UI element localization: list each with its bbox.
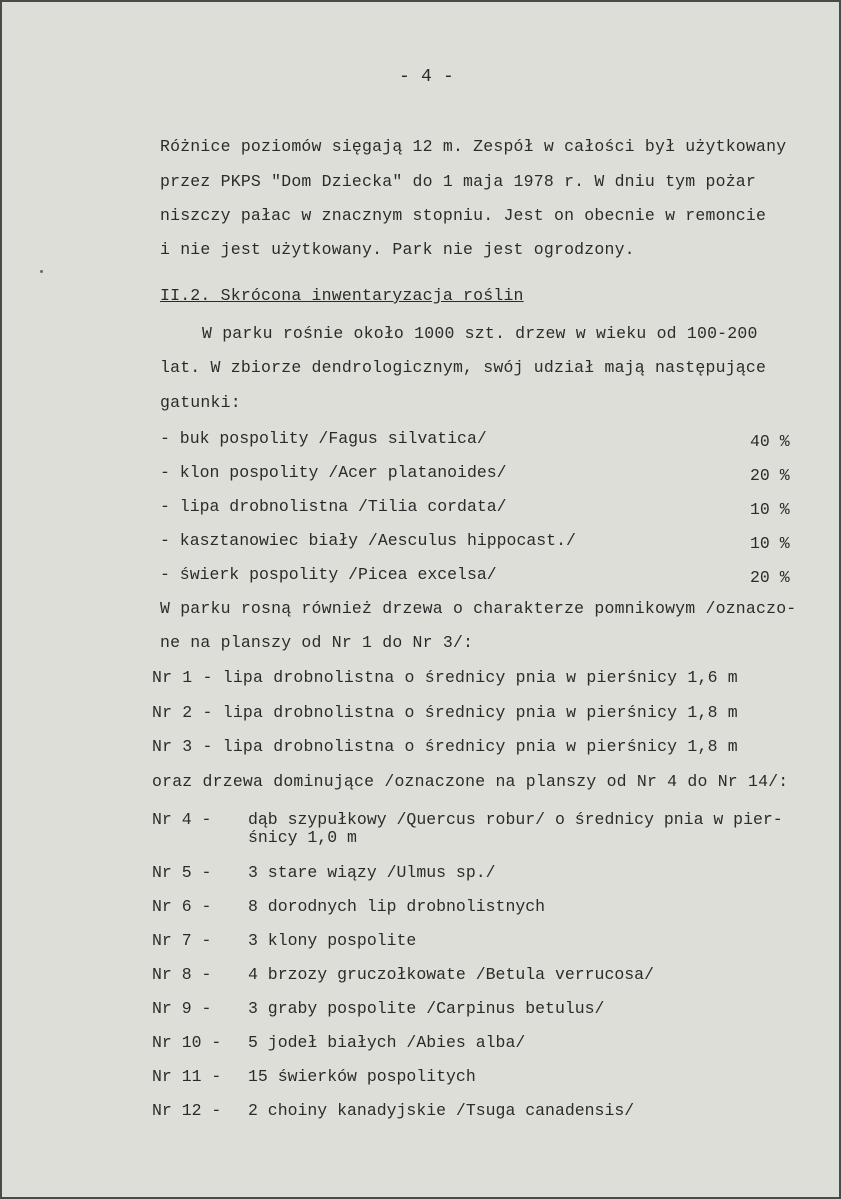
dominant-tree-12 <box>152 1101 634 1120</box>
species-percent: 40 % <box>750 432 790 451</box>
intro-line-2: przez PKPS "Dom Dziecka" do 1 maja 1978 r. W dniu tym pożar <box>160 172 756 191</box>
tree-number: Nr 4 - <box>152 810 212 829</box>
species-percent: 10 % <box>750 500 790 519</box>
intro-line-3: niszczy pałac w znacznym stopniu. Jest on obecnie w remoncie <box>160 206 767 225</box>
tree-description: 3 graby pospolite /Carpinus betulus/ <box>248 999 605 1018</box>
margin-dot <box>40 270 43 273</box>
tree-description: 3 klony pospolite <box>248 931 417 950</box>
tree-description: 4 brzozy gruczołkowate /Betula verrucosa/ <box>248 965 654 984</box>
para1-line-1: W parku rośnie około 1000 szt. drzew w wieku od 100-200 <box>202 324 758 343</box>
monument-tree: Nr 1 - lipa drobnolistna o średnicy pnia w pierśnicy 1,6 m <box>152 668 738 687</box>
tree-number: Nr 10 - <box>152 1033 222 1052</box>
dominant-tree-11 <box>152 1067 476 1086</box>
dominant-tree-6 <box>152 897 545 916</box>
section-heading: II.2. Skrócona inwentaryzacja roślin <box>160 286 524 305</box>
intro-line-1: Różnice poziomów sięgają 12 m. Zespół w całości był użytkowany <box>160 137 787 156</box>
dominant-tree-4 <box>152 810 783 847</box>
tree-description: 15 świerków pospolitych <box>248 1067 476 1086</box>
monument-tree: Nr 2 - lipa drobnolistna o średnicy pnia w pierśnicy 1,8 m <box>152 703 738 722</box>
tree-number: Nr 12 - <box>152 1101 222 1120</box>
tree-number: Nr 6 - <box>152 897 212 916</box>
species-name: - klon pospolity /Acer platanoides/ <box>160 463 507 482</box>
dominant-tree-8 <box>152 965 654 984</box>
tree-number: Nr 7 - <box>152 931 212 950</box>
tree-number: Nr 5 - <box>152 863 212 882</box>
species-name: - kasztanowiec biały /Aesculus hippocast./ <box>160 531 576 550</box>
para3-line: oraz drzewa dominujące /oznaczone na planszy od Nr 4 do Nr 14/: <box>152 772 789 791</box>
dominant-tree-9 <box>152 999 604 1018</box>
tree-description: 2 choiny kanadyjskie /Tsuga canadensis/ <box>248 1101 635 1120</box>
species-name: - świerk pospolity /Picea excelsa/ <box>160 565 497 584</box>
intro-line-4: i nie jest użytkowany. Park nie jest ogrodzony. <box>160 240 635 259</box>
tree-description: dąb szypułkowy /Quercus robur/ o średnicy pnia w pier- <box>248 810 783 829</box>
species-name: - lipa drobnolistna /Tilia cordata/ <box>160 497 507 516</box>
dominant-tree-5 <box>152 863 496 882</box>
dominant-tree-10 <box>152 1033 525 1052</box>
tree-number: Nr 11 - <box>152 1067 222 1086</box>
tree-description-wrap: śnicy 1,0 m <box>248 828 357 847</box>
para2-line-2: ne na planszy od Nr 1 do Nr 3/: <box>160 633 474 652</box>
tree-description: 5 jodeł białych /Abies alba/ <box>248 1033 526 1052</box>
para2-line-1: W parku rosną również drzewa o charakterze pomnikowym /oznaczo- <box>160 599 797 618</box>
dominant-tree-7 <box>152 931 416 950</box>
para1-line-2: lat. W zbiorze dendrologicznym, swój udział mają następujące <box>160 358 767 377</box>
species-name: - buk pospolity /Fagus silvatica/ <box>160 429 487 448</box>
species-percent: 10 % <box>750 534 790 553</box>
tree-description: 8 dorodnych lip drobnolistnych <box>248 897 546 916</box>
species-percent: 20 % <box>750 466 790 485</box>
page-number: - 4 - <box>399 67 455 87</box>
tree-description: 3 stare wiązy /Ulmus sp./ <box>248 863 496 882</box>
para1-line-3: gatunki: <box>160 393 241 412</box>
monument-tree: Nr 3 - lipa drobnolistna o średnicy pnia w pierśnicy 1,8 m <box>152 737 738 756</box>
tree-number: Nr 9 - <box>152 999 212 1018</box>
tree-number: Nr 8 - <box>152 965 212 984</box>
species-percent: 20 % <box>750 568 790 587</box>
